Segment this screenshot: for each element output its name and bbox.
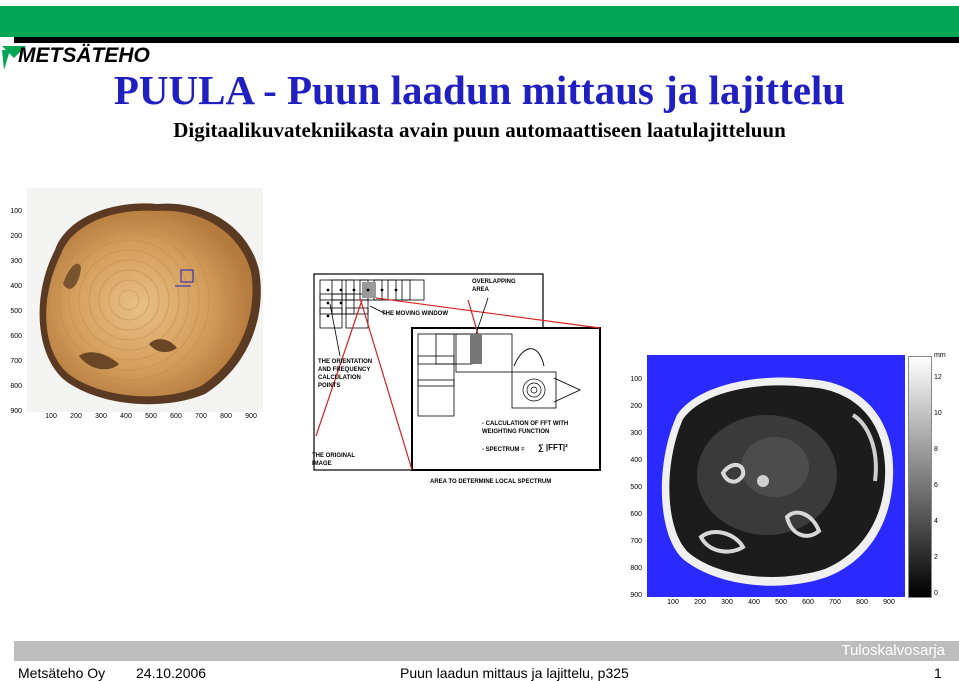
y-tick: 400 xyxy=(10,283,22,290)
result-y-ticks xyxy=(620,376,644,606)
moving-window-label: THE MOVING WINDOW xyxy=(382,311,448,317)
footer-company: Metsäteho Oy xyxy=(18,665,106,681)
y-tick: 700 xyxy=(630,538,642,545)
y-tick: 900 xyxy=(10,408,22,415)
x-tick: 500 xyxy=(145,413,157,420)
x-tick: 900 xyxy=(245,413,257,420)
fft-calculation-label: - CALCULATION OF FFT WITH WEIGHTING FUNCTION xyxy=(482,421,569,435)
y-tick: 300 xyxy=(630,430,642,437)
x-tick: 600 xyxy=(802,599,814,606)
y-tick: 500 xyxy=(630,484,642,491)
moving-window-diagram xyxy=(308,270,608,490)
x-tick: 400 xyxy=(748,599,760,606)
spectrum-label: - SPECTRUM = xyxy=(482,447,525,453)
colorbar-tick: 10 xyxy=(934,410,942,417)
footer-doc-title: Puun laadun mittaus ja lajittelu, p325 xyxy=(400,665,629,681)
y-tick: 200 xyxy=(630,403,642,410)
y-tick: 200 xyxy=(10,233,22,240)
colorbar-unit: mm xyxy=(934,352,946,359)
x-tick: 700 xyxy=(829,599,841,606)
x-tick: 800 xyxy=(856,599,868,606)
page-title: PUULA - Puun laadun mittaus ja lajittelu xyxy=(113,67,846,113)
result-x-ticks xyxy=(647,599,907,609)
footer-date: 24.10.2006 xyxy=(136,665,207,681)
photo-y-ticks xyxy=(0,208,26,418)
y-tick: 800 xyxy=(10,383,22,390)
footer-page-number: 1 xyxy=(934,665,942,681)
colorbar-tick: 12 xyxy=(934,374,942,381)
x-tick: 400 xyxy=(120,413,132,420)
colorbar-ticks xyxy=(934,374,954,604)
original-image-label: THE ORIGINAL IMAGE xyxy=(312,453,355,467)
colorbar-tick: 4 xyxy=(934,518,938,525)
quality-heatmap xyxy=(647,355,905,597)
x-tick: 300 xyxy=(721,599,733,606)
colorbar-tick: 2 xyxy=(934,554,938,561)
y-tick: 500 xyxy=(10,308,22,315)
series-label: Tuloskalvosarja xyxy=(841,642,945,659)
y-tick: 100 xyxy=(630,376,642,383)
x-tick: 700 xyxy=(195,413,207,420)
x-tick: 200 xyxy=(70,413,82,420)
overlapping-area-label: OVERLAPPING AREA xyxy=(472,279,516,293)
wood-photo-figure xyxy=(0,188,265,423)
y-tick: 900 xyxy=(630,592,642,599)
local-spectrum-area-label: AREA TO DETERMINE LOCAL SPECTRUM xyxy=(430,479,552,485)
y-tick: 700 xyxy=(10,358,22,365)
x-tick: 500 xyxy=(775,599,787,606)
x-tick: 200 xyxy=(694,599,706,606)
y-tick: 300 xyxy=(10,258,22,265)
y-tick: 400 xyxy=(630,457,642,464)
calculation-points-label: THE ORIENTATION AND FREQUENCY CALCULATION POINTS xyxy=(318,359,373,389)
spectrum-formula: ∑ |FFT|² xyxy=(538,443,568,452)
x-tick: 300 xyxy=(95,413,107,420)
logo-text: METSÄTEHO xyxy=(18,44,150,67)
x-tick: 100 xyxy=(667,599,679,606)
y-tick: 100 xyxy=(10,208,22,215)
wood-photo xyxy=(27,188,263,412)
header-green-bar xyxy=(0,6,959,37)
photo-x-ticks xyxy=(0,413,265,423)
result-figure xyxy=(620,350,955,612)
x-tick: 600 xyxy=(170,413,182,420)
page-subtitle: Digitaalikuvatekniikasta avain puun automaattiseen laatulajitteluun xyxy=(173,118,786,142)
colorbar-tick: 6 xyxy=(934,482,938,489)
footer-bar xyxy=(14,641,959,661)
y-tick: 600 xyxy=(630,511,642,518)
y-tick: 600 xyxy=(10,333,22,340)
x-tick: 100 xyxy=(45,413,57,420)
colorbar-tick: 8 xyxy=(934,446,938,453)
colorbar-tick: 0 xyxy=(934,590,938,597)
x-tick: 800 xyxy=(220,413,232,420)
x-tick: 900 xyxy=(883,599,895,606)
colorbar xyxy=(908,356,932,598)
y-tick: 800 xyxy=(630,565,642,572)
